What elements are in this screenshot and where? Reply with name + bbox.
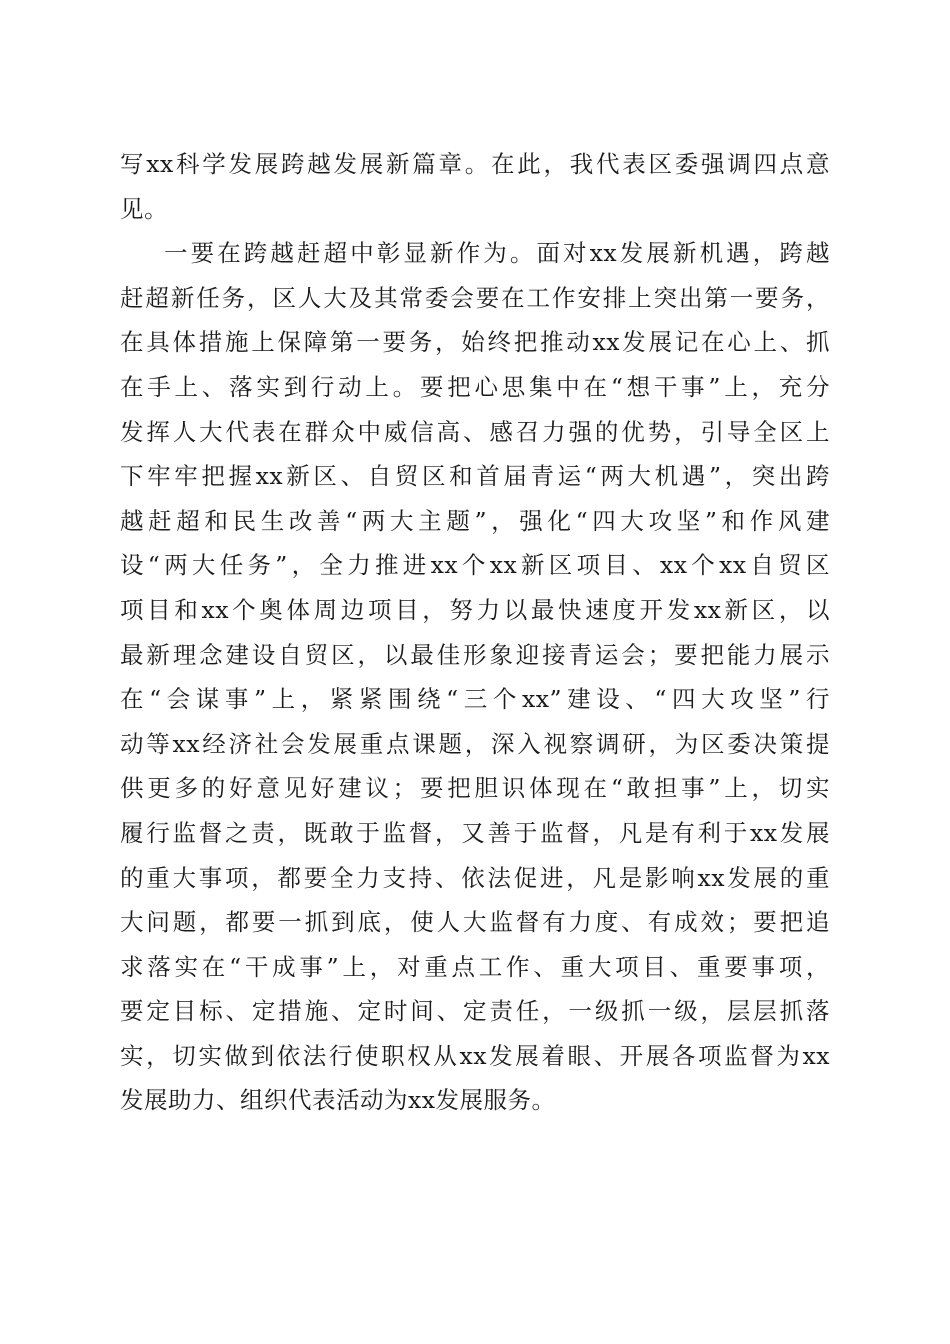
text-line: 动等xx经济社会发展重点课题，深入视察调研，为区委决策提 (120, 729, 830, 758)
text-line: 发展助力、组织代表活动为xx发展服务。 (120, 1086, 556, 1115)
text-line: 供更多的好意见好建议；要把胆识体现在“敢担事”上，切实 (120, 774, 830, 803)
text-line: 写xx科学发展跨越发展新篇章。在此，我代表区委强调四点意 (120, 150, 830, 178)
text-line: 一要在跨越赶超中彰显新作为。面对xx发展新机遇，跨越 (164, 239, 830, 268)
text-line: 项目和xx个奥体周边项目，努力以最快速度开发xx新区，以 (120, 595, 830, 624)
text-line: 在具体措施上保障第一要务，始终把推动xx发展记在心上、抓 (120, 328, 830, 357)
text-line: 最新理念建设自贸区，以最佳形象迎接青运会；要把能力展示 (120, 640, 830, 669)
text-line: 见。 (120, 194, 168, 223)
text-line: 在“会谋事”上，紧紧围绕“三个xx”建设、“四大攻坚”行 (120, 685, 830, 714)
text-line: 求落实在“干成事”上，对重点工作、重大项目、重要事项， (120, 952, 830, 981)
body-text (120, 142, 830, 1123)
text-line: 的重大事项，都要全力支持、依法促进，凡是影响xx发展的重 (120, 863, 830, 892)
text-line: 设“两大任务”，全力推进xx个xx新区项目、xx个xx自贸区 (120, 551, 830, 580)
text-line: 在手上、落实到行动上。要把心思集中在“想干事”上，充分 (120, 372, 830, 401)
text-line: 要定目标、定措施、定时间、定责任，一级抓一级，层层抓落 (120, 997, 830, 1026)
text-line: 发挥人大代表在群众中威信高、感召力强的优势，引导全区上 (120, 417, 830, 446)
text-line: 履行监督之责，既敢于监督，又善于监督，凡是有利于xx发展 (120, 818, 830, 847)
text-line: 实，切实做到依法行使职权从xx发展着眼、开展各项监督为xx (120, 1041, 830, 1070)
text-line: 越赶超和民生改善“两大主题”，强化“四大攻坚”和作风建 (120, 506, 830, 535)
text-line: 大问题，都要一抓到底，使人大监督有力度、有成效；要把追 (120, 908, 830, 937)
text-line: 赶超新任务，区人大及其常委会要在工作安排上突出第一要务， (120, 283, 830, 312)
text-line: 下牢牢把握xx新区、自贸区和首届青运“两大机遇”，突出跨 (120, 462, 830, 491)
